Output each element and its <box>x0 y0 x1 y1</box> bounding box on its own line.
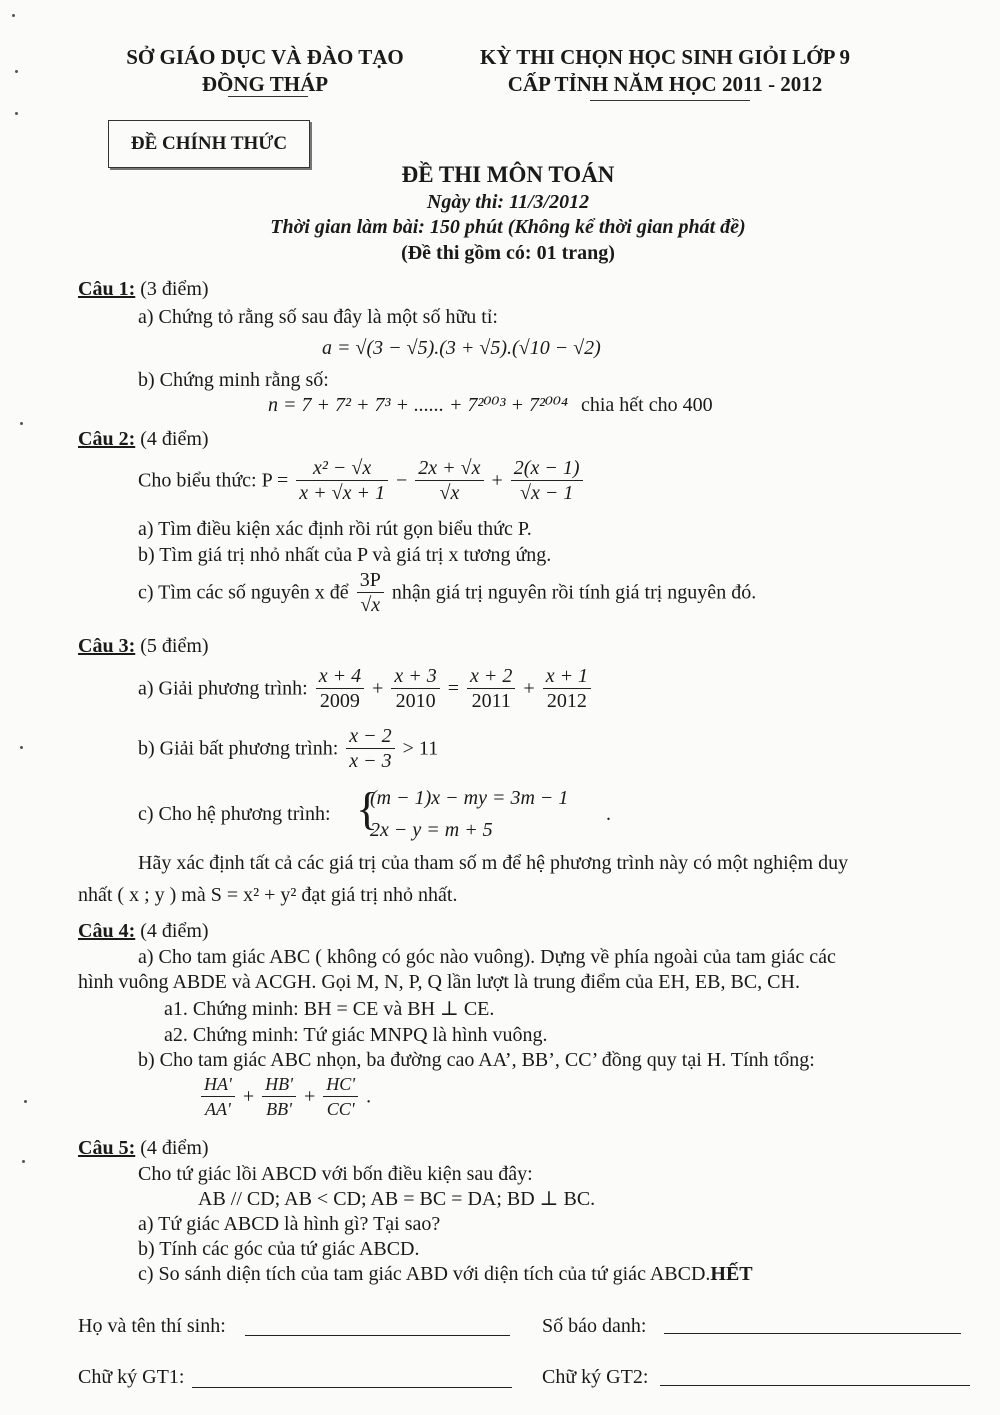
q5-conditions: AB // CD; AB < CD; AB = BC = DA; BD ⊥ BC. <box>198 1188 596 1210</box>
question-points: (4 điểm) <box>140 428 209 450</box>
q1-formula-b-row <box>268 393 713 417</box>
question-label: Câu 4: <box>78 920 136 942</box>
question-points: (4 điểm) <box>140 920 209 942</box>
scan-speck <box>12 14 15 17</box>
exam-duration: Thời gian làm bài: 150 phút (Không kể thời gian phát đề) <box>270 216 746 238</box>
scan-speck <box>20 746 23 749</box>
q3-paragraph-line-1: Hãy xác định tất cả các giá trị của tham số m để hệ phương trình này có một nghiệm duy <box>138 852 849 874</box>
exam-date: Ngày thi: 11/3/2012 <box>426 191 590 213</box>
q1-formula-b-tail: chia hết cho 400 <box>580 394 713 416</box>
q4-sum-expression: $\frac{HA'}{AA'}$ + $\frac{HB'}{BB'}$ + $\frac{HC'}{CC'}$ . <box>198 1072 371 1121</box>
scan-speck <box>15 112 18 115</box>
candidate-number-label: Số báo danh: <box>542 1315 647 1337</box>
exam-year: CẤP TỈNH NĂM HỌC 2011 - 2012 <box>507 72 823 96</box>
q5-part-c-row <box>138 1262 753 1286</box>
q5-part-a: a) Tứ giác ABCD là hình gì? Tại sao? <box>138 1213 441 1235</box>
header-left <box>100 44 430 98</box>
fraction: $\frac{x + 3}{2010}$ <box>391 664 439 713</box>
candidate-number-line <box>664 1332 961 1334</box>
official-exam-box <box>108 120 310 168</box>
question-points: (3 điểm) <box>140 278 209 300</box>
fraction: $\frac{x + 1}{2012}$ <box>543 664 591 713</box>
q2-part-b: b) Tìm giá trị nhỏ nhất của P và giá trị x tương ứng. <box>138 544 552 566</box>
question-label: Câu 2: <box>78 428 136 450</box>
system-brace: { <box>356 783 379 834</box>
q3-paragraph-line-2: nhất ( x ; y ) mà S = x² + y² đạt giá trị nhỏ nhất. <box>78 884 458 906</box>
question-label: Câu 1: <box>78 278 136 300</box>
department-name: SỞ GIÁO DỤC VÀ ĐÀO TẠO <box>126 45 404 69</box>
q1-formula-b: n = 7 + 7² + 7³ + ...... + 7²⁰⁰³ + 7²⁰⁰⁴ <box>268 394 568 416</box>
scan-speck <box>22 1160 25 1163</box>
province-name: ĐỒNG THÁP <box>201 72 329 96</box>
candidate-name-label: Họ và tên thí sinh: <box>78 1315 226 1337</box>
q2-expression: Cho biểu thức: P = $\frac{\text{x² − √x}}{x + √x + 1}$ − $\frac{2x + √x}{√x}$ + $\frac{2(x - 1)}{√x - 1}$ <box>138 456 586 505</box>
q1-part-a: a) Chứng tỏ rằng số sau đây là một số hữu tỉ: <box>138 306 498 328</box>
q4-subpart-a1: a1. Chứng minh: BH = CE và BH ⊥ CE. <box>164 998 495 1020</box>
question-label: Câu 3: <box>78 635 136 657</box>
q1-part-b: b) Chứng minh rằng số: <box>138 369 329 391</box>
proctor-1-signature-label: Chữ ký GT1: <box>78 1366 185 1388</box>
header-left-underline <box>228 96 308 97</box>
fraction: $\frac{HC'}{CC'}$ <box>323 1072 358 1121</box>
proctor-2-signature-line <box>660 1384 970 1386</box>
q2-part-c <box>138 568 756 617</box>
header-right-underline <box>590 100 750 101</box>
fraction: $\frac{HA'}{AA'}$ <box>201 1072 235 1121</box>
q5-part-c: c) So sánh diện tích của tam giác ABD với diện tích của tứ giác ABCD. <box>138 1263 711 1285</box>
scan-speck <box>24 1100 27 1103</box>
question-label: Câu 5: <box>78 1137 136 1159</box>
proctor-2-signature-label: Chữ ký GT2: <box>542 1366 649 1388</box>
q2-part-c-post: nhận giá trị nguyên rồi tính giá trị nguyên đó. <box>391 581 757 604</box>
q2-part-c-pre: c) Tìm các số nguyên x để <box>138 581 349 604</box>
q3-part-a-text: a) Giải phương trình: <box>138 677 308 700</box>
scan-speck <box>20 422 23 425</box>
fraction: $\frac{x + 4}{2009}$ <box>316 664 364 713</box>
fraction: $\frac{HB'}{BB'}$ <box>262 1072 296 1121</box>
proctor-1-signature-line <box>192 1386 512 1388</box>
candidate-name-line <box>245 1334 510 1336</box>
q4-subpart-a2: a2. Chứng minh: Tứ giác MNPQ là hình vuông. <box>164 1024 548 1046</box>
q3-part-c-text: c) Cho hệ phương trình: <box>138 803 331 825</box>
exam-pages: (Đề thi gồm có: 01 trang) <box>401 242 615 264</box>
fraction: $\frac{2x + √x}{√x}$ <box>415 456 483 505</box>
question-5-heading <box>78 1137 209 1160</box>
question-4-heading <box>78 920 209 943</box>
system-eq-1: (m − 1)x − my = 3m − 1 <box>370 787 569 809</box>
question-2-heading <box>78 428 209 451</box>
q1-formula-a: a = √(3 − √5).(3 + √5).(√10 − √2) <box>322 337 601 359</box>
official-label: ĐỀ CHÍNH THỨC <box>130 133 288 154</box>
q4-part-a-line-1: a) Cho tam giác ABC ( không có góc nào vuông). Dựng về phía ngoài của tam giác các <box>138 946 836 968</box>
header-right <box>450 44 880 98</box>
q5-intro: Cho tứ giác lồi ABCD với bốn điều kiện sau đây: <box>138 1163 533 1185</box>
scan-speck <box>15 70 18 73</box>
q4-part-a-line-2: hình vuông ABDE và ACGH. Gọi M, N, P, Q lần lượt là trung điểm của EH, EB, BC, CH. <box>78 971 800 993</box>
fraction: $\frac{\text{x² − √x}}{x + √x + 1}$ <box>296 456 388 505</box>
q2-intro: Cho biểu thức: P = <box>138 469 289 492</box>
q3-part-a: a) Giải phương trình: $\frac{x + 4}{2009}$ + $\frac{x + 3}{2010}$ = $\frac{x + 2}{2011}$ + $\frac{x + 1}{2012}$ <box>138 664 594 713</box>
q5-part-b: b) Tính các góc của tứ giác ABCD. <box>138 1238 420 1260</box>
fraction: $\frac{3P}{√x}$ <box>357 568 384 617</box>
question-points: (4 điểm) <box>140 1137 209 1159</box>
system-eq-2: 2x − y = m + 5 <box>370 819 493 841</box>
fraction: $\frac{x + 2}{2011}$ <box>467 664 515 713</box>
question-points: (5 điểm) <box>140 635 209 657</box>
fraction: $\frac{x - 2}{x - 3}$ <box>346 724 394 773</box>
q4-part-b: b) Cho tam giác ABC nhọn, ba đường cao AA’, BB’, CC’ đồng quy tại H. Tính tổng: <box>138 1049 815 1071</box>
question-3-heading <box>78 635 209 658</box>
exam-title: ĐỀ THI MÔN TOÁN <box>401 162 615 187</box>
exam-name: KỲ THI CHỌN HỌC SINH GIỎI LỚP 9 <box>479 45 851 69</box>
q3-part-b-text: b) Giải bất phương trình: <box>138 737 339 760</box>
q3-part-b: b) Giải bất phương trình: $\frac{x - 2}{x - 3}$ > 11 <box>138 725 439 772</box>
question-1-heading <box>78 278 209 301</box>
end-marker: HẾT <box>710 1263 753 1285</box>
fraction: $\frac{2(x - 1)}{√x - 1}$ <box>511 456 583 505</box>
q2-part-a: a) Tìm điều kiện xác định rồi rút gọn biểu thức P. <box>138 518 532 540</box>
